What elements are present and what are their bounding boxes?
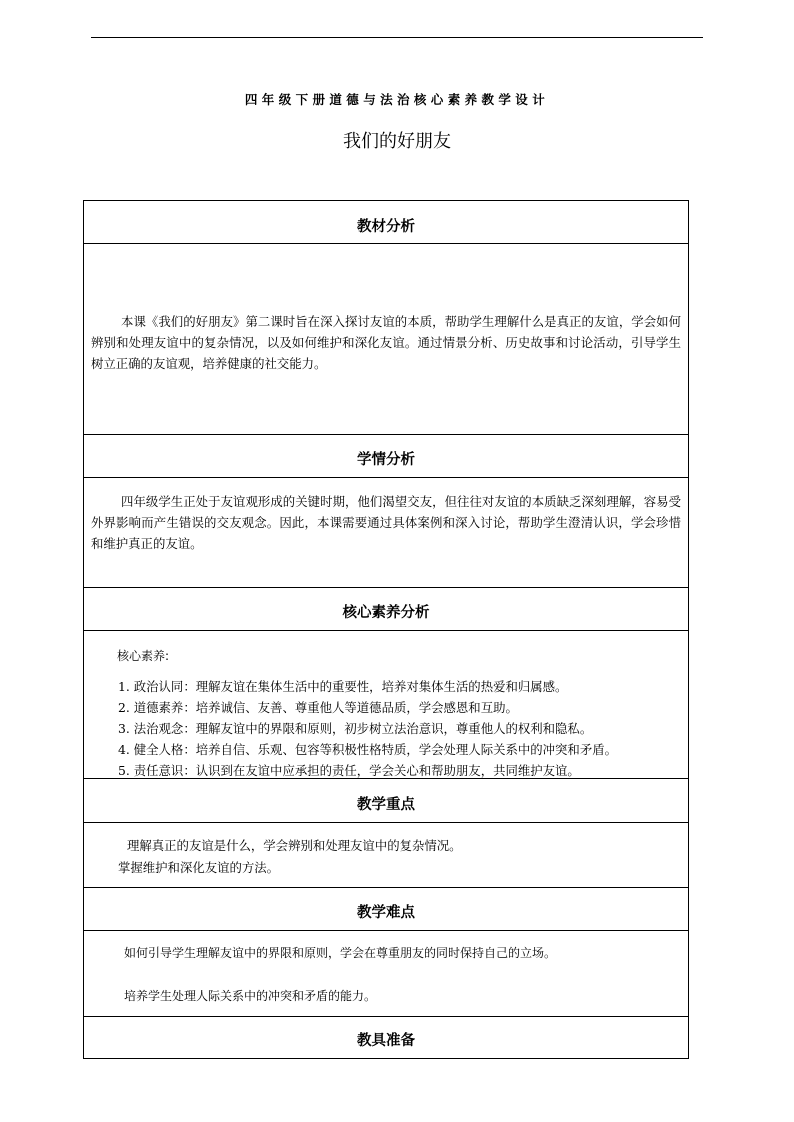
student-analysis-heading: 学情分析	[357, 452, 415, 468]
difficulty-line: 培养学生处理人际关系中的冲突和矛盾的能力。	[124, 989, 377, 1003]
row-divider	[84, 630, 688, 631]
core-literacy-label: 核心素养:	[117, 649, 170, 663]
row-divider	[84, 587, 688, 588]
textbook-analysis-text: 本课《我们的好朋友》第二课时旨在深入探讨友谊的本质，帮助学生理解什么是真正的友谊，学会如何辨别和处理友谊中的复杂情况，以及如何维护和深化友谊。通过情景分析、历史故事和讨论活动，引导学生树立正确的友谊观，培养健康的社交能力。	[91, 314, 681, 371]
list-item: 1. 政治认同：理解友谊在集体生活中的重要性，培养对集体生活的热爱和归属感。	[118, 679, 568, 694]
difficulty-line: 如何引导学生理解友谊中的界限和原则，学会在尊重朋友的同时保持自己的立场。	[124, 946, 557, 960]
row-divider	[84, 930, 688, 931]
list-item: 4. 健全人格：培养自信、乐观、包容等积极性格特质，学会处理人际关系中的冲突和矛盾。	[118, 742, 617, 757]
row-divider	[84, 477, 688, 478]
row-divider	[84, 434, 688, 435]
difficulties-heading: 教学难点	[357, 905, 415, 921]
textbook-analysis-heading: 教材分析	[357, 219, 415, 235]
student-analysis-text: 四年级学生正处于友谊观形成的关键时期，他们渴望交友，但往往对友谊的本质缺乏深刻理解，容易受外界影响而产生错误的交友观念。因此，本课需要通过具体案例和深入讨论，帮助学生澄清认识，学会珍惜和维护真正的友谊。	[91, 494, 681, 551]
list-item: 2. 道德素养：培养诚信、友善、尊重他人等道德品质，学会感恩和互助。	[118, 700, 518, 715]
list-item: 3. 法治观念：理解友谊中的界限和原则，初步树立法治意识，尊重他人的权利和隐私。	[118, 721, 593, 736]
core-literacy-list	[118, 676, 617, 781]
row-divider	[84, 243, 688, 244]
document-title: 四年级下册道德与法治核心素养教学设计	[244, 92, 550, 107]
materials-heading: 教具准备	[357, 1033, 415, 1049]
row-divider	[84, 1016, 688, 1017]
key-points-heading: 教学重点	[357, 797, 415, 813]
list-item: 5. 责任意识：认识到在友谊中应承担的责任，学会关心和帮助朋友，共同维护友谊。	[118, 763, 580, 778]
key-point-line: 理解真正的友谊是什么，学会辨别和处理友谊中的复杂情况。	[127, 838, 462, 853]
row-divider	[84, 778, 688, 779]
key-point-line: 掌握维护和深化友谊的方法。	[118, 860, 280, 875]
row-divider	[84, 887, 688, 888]
lesson-plan-table	[83, 200, 689, 1059]
lesson-title: 我们的好朋友	[343, 131, 451, 152]
row-divider	[84, 822, 688, 823]
core-literacy-heading: 核心素养分析	[342, 605, 430, 621]
header-rule	[91, 37, 703, 38]
